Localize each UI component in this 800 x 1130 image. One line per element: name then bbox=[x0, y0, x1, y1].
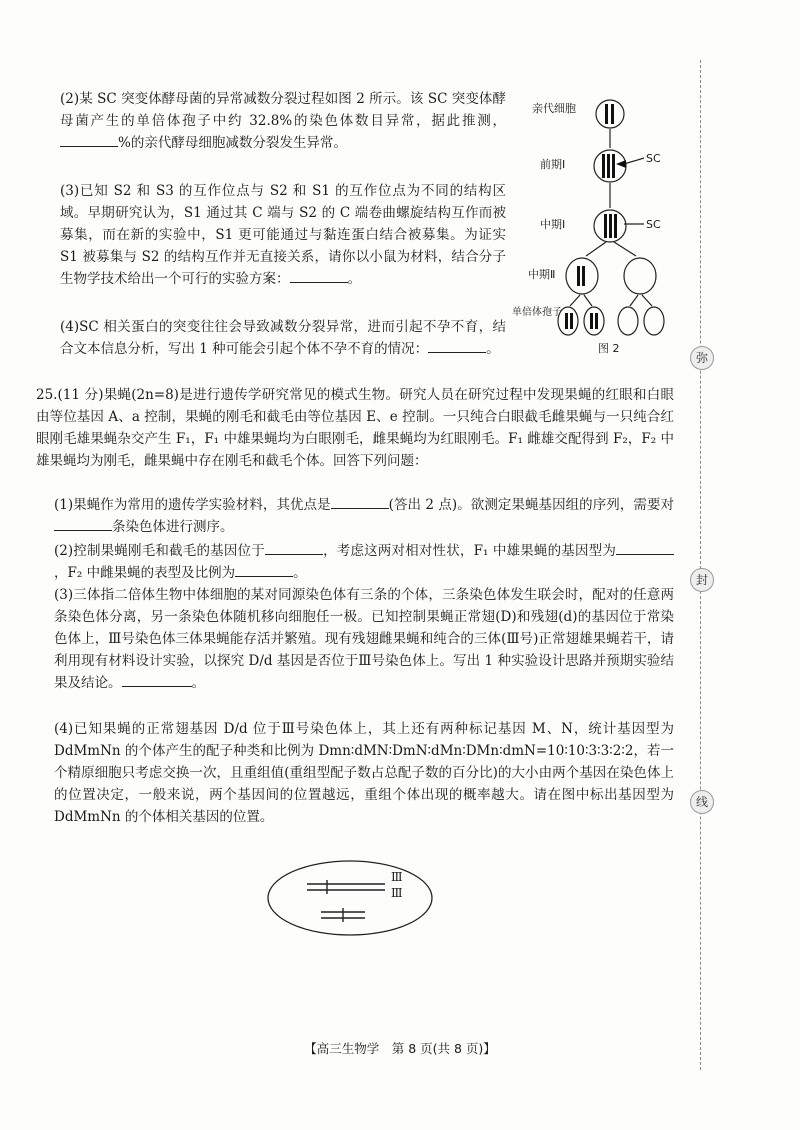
answer-blank[interactable] bbox=[290, 268, 348, 283]
q24-p4-tail: 。 bbox=[486, 341, 500, 357]
q24-p2-text: (2)某 SC 突变体酵母菌的异常减数分裂过程如图 2 所示。该 SC 突变体酵母菌产生的单倍体孢子中约 32.8%的染色体数目异常，据此推测， bbox=[60, 91, 506, 129]
answer-blank[interactable] bbox=[265, 540, 323, 555]
q25-p1c: 条染色体进行测序。 bbox=[112, 519, 234, 535]
answer-blank[interactable] bbox=[331, 494, 389, 509]
cell-diagram bbox=[265, 858, 435, 938]
cell-chromosome-figure bbox=[265, 858, 435, 938]
q24-p2-tail: %的亲代酵母细胞减数分裂发生异常。 bbox=[118, 135, 347, 151]
q24-part4 bbox=[60, 316, 506, 360]
spore-3 bbox=[618, 307, 638, 335]
cell-outline bbox=[268, 861, 432, 935]
spore-2 bbox=[584, 307, 604, 335]
label-spores: 单倍体孢子 bbox=[512, 307, 562, 318]
q25-intro-text: 25.(11 分)果蝇(2n=8)是进行遗传学研究常见的模式生物。研究人员在研究过程中发现果蝇的红眼和白眼由等位基因 A、a 控制，果蝇的刚毛和截毛由等位基因 E、e 控制。一只纯合白眼截毛雌果蝇与一只纯合红眼刚毛雄果蝇杂交产生 F₁，F₁ 中雄果蝇均为白眼刚毛，雌果蝇均为红眼刚毛。F₁ 雌雄交配得到 F₂，F₂ 中雄果蝇均为刚毛，雌果蝇中存在刚毛和截毛个体。回答下列问题： bbox=[36, 387, 674, 469]
parent-cell-shape bbox=[596, 100, 624, 128]
answer-blank[interactable] bbox=[235, 562, 293, 577]
binding-mark-3: 线 bbox=[690, 790, 714, 814]
chromosome-label-top: Ⅲ bbox=[391, 870, 403, 884]
q24-part2 bbox=[60, 88, 506, 154]
answer-blank[interactable] bbox=[616, 540, 674, 555]
answer-blank[interactable] bbox=[60, 132, 118, 147]
answer-blank[interactable] bbox=[54, 516, 112, 531]
figure-2 bbox=[512, 96, 702, 356]
q25-p2c: ，F₂ 中雌果蝇的表型及比例为 bbox=[54, 565, 236, 581]
q25-part3 bbox=[54, 584, 674, 694]
q25-p1b: (答出 2 点)。欲测定果蝇基因组的序列，需要对 bbox=[388, 497, 674, 513]
q25-p4-text: (4)已知果蝇的正常翅基因 D/d 位于Ⅲ号染色体上，其上还有两种标记基因 M、N，统计基因型为 DdMmNn 的个体产生的配子种类和比例为 Dmn∶dMN∶DmN∶dMn∶DMn∶dmN=10∶10∶3∶3∶2∶2，若一个精原细胞只考虑交换一次，且重组值(重组型配子数占总配子数的百分比)的大小由两个基因在染色体上的位置决定，一般来说，两个基因间的位置越远，重组个体出现的概率越大。请在图中标出基因型为 DdMmNn 的个体相关基因的位置。 bbox=[54, 721, 674, 825]
figure-2-caption: 图 2 bbox=[598, 342, 620, 355]
metaphase2-cell-right bbox=[624, 258, 656, 294]
q25-p3-text: (3)三体指二倍体生物中体细胞的某对同源染色体有三条的个体，三条染色体发生联会时，配对的任意两条染色体分离，另一条染色体随机移向细胞任一极。已知控制果蝇正常翅(D)和残翅(d)的基因位于常染色体上，Ⅲ号染色体三体果蝇能存活并繁殖。现有残翅雌果蝇和纯合的三体(Ⅲ号)正常翅雄果蝇若干，请利用现有材料设计实验，以探究 D/d 基因是否位于Ⅲ号染色体上。写出 1 种实验设计思路并预期实验结果及结论。 bbox=[54, 587, 674, 691]
q25-p2a: (2)控制果蝇刚毛和截毛的基因位于 bbox=[54, 543, 265, 559]
label-sc-metaphase1: SC bbox=[646, 218, 661, 231]
binding-mark-2: 封 bbox=[690, 568, 714, 592]
q24-part3 bbox=[60, 180, 506, 290]
q25-p2d: 。 bbox=[293, 565, 307, 581]
q25-p2b: ，考虑这两对相对性状，F₁ 中雄果蝇的基因型为 bbox=[322, 543, 617, 559]
binding-mark-1: 弥 bbox=[690, 346, 714, 370]
q25-part4 bbox=[54, 718, 674, 828]
q24-p3-text: (3)已知 S2 和 S3 的互作位点与 S2 和 S1 的互作位点为不同的结构区域。早期研究认为，S1 通过其 C 端与 S2 的 C 端卷曲螺旋结构互作而被募集，而在新的实验中，S1 更可能通过与黏连蛋白结合被募集。为证实 S1 被募集与 S2 的结构互作并无直接关系，请你以小鼠为材料，结合分子生物学技术给出一个可行的实验方案： bbox=[60, 183, 506, 287]
label-parent-cell: 亲代细胞 bbox=[532, 102, 576, 115]
label-sc-prophase: SC bbox=[646, 152, 661, 165]
q24-p3-tail: 。 bbox=[347, 271, 361, 287]
label-prophase: 前期Ⅰ bbox=[540, 158, 566, 171]
q25-part2 bbox=[54, 540, 674, 584]
label-metaphase2: 中期Ⅱ bbox=[528, 268, 556, 281]
answer-blank[interactable] bbox=[428, 338, 486, 353]
binding-line bbox=[700, 60, 703, 1070]
page-footer: 【高三生物学 第 8 页(共 8 页)】 bbox=[304, 1041, 496, 1056]
q25-intro bbox=[36, 384, 674, 472]
spore-4 bbox=[644, 307, 664, 335]
q24-p4-text: (4)SC 相关蛋白的突变往往会导致减数分裂异常，进而引起不孕不育，结合文本信息分析，写出 1 种可能会引起个体不孕不育的情况： bbox=[60, 319, 506, 357]
q25-part1 bbox=[54, 494, 674, 538]
answer-blank[interactable] bbox=[122, 672, 192, 687]
q25-p1a: (1)果蝇作为常用的遗传学实验材料，其优点是 bbox=[54, 497, 331, 513]
label-metaphase1: 中期Ⅰ bbox=[540, 218, 566, 231]
q25-p3-tail: 。 bbox=[191, 675, 205, 691]
chromosome-label-bottom: Ⅲ bbox=[391, 886, 403, 900]
